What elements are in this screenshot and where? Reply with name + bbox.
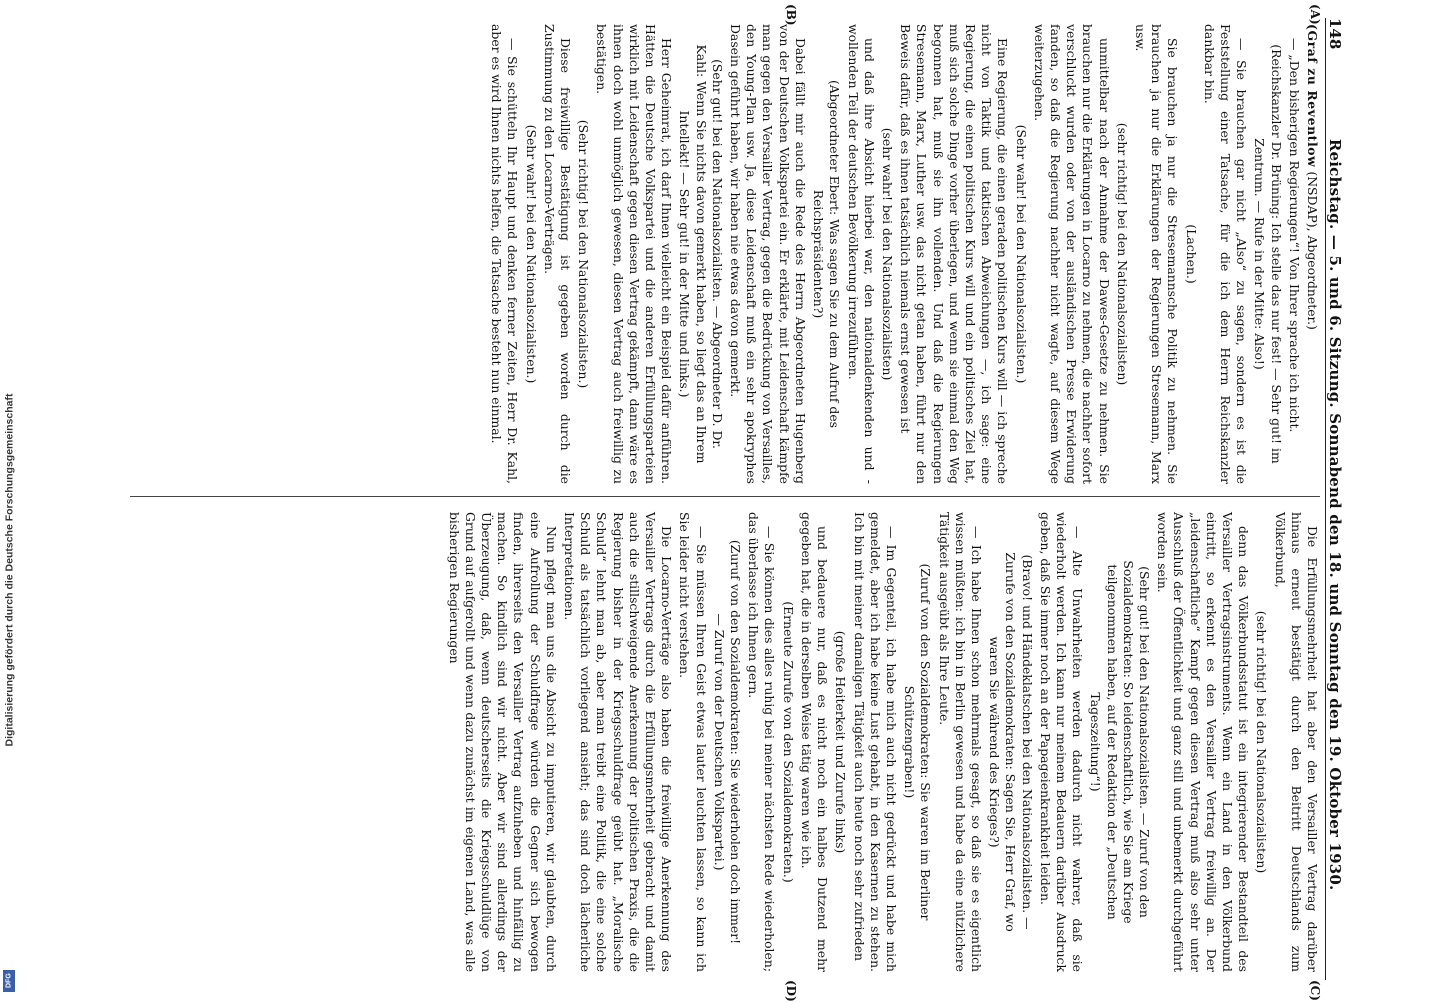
credit-text: Digitalisierung gefördert durch die Deutsche Forschungsgemeinschaft bbox=[3, 393, 16, 747]
scanned-page bbox=[108, 0, 1358, 1000]
paragraph: — Sie schütteln Ihr Haupt und denken ferner Zeiten, Herr Dr. Kahl, aber es wird Ihnen nichts helfen, die Tatsache besteht nun einmal. bbox=[489, 24, 521, 484]
margin-marker-a: (A) bbox=[1308, 4, 1322, 25]
right-text-column bbox=[120, 512, 1320, 972]
digitization-credit bbox=[2, 4, 16, 996]
paragraph: und bedauere nur, daß es nicht noch ein halbes Dutzend mehr gegeben hat, die in derselben Weise tätig waren wie ich. bbox=[798, 512, 831, 972]
paragraph: — Sie müssen Ihren Geist etwas lauter leuchten lassen, so kann ich Sie leider nicht verstehen. bbox=[677, 512, 709, 972]
interjection: (Reichskanzler Dr. Brüning: Ich stelle das nur fest! — Sehr gut! im Zentrum. — Rufe in der Mitte: Also!) bbox=[1252, 44, 1284, 464]
paragraph: — Ich habe Ihnen schon mehrmals gesagt, so daß sie es eigentlich wissen müßten: ich bin in Berlin gewesen und habe da eine nützlichere Tätigkeit ausgeübt als Ihre Leute. bbox=[936, 512, 984, 972]
margin-marker-c: (C) bbox=[1308, 980, 1322, 1001]
paragraph: Dabei fällt mir auch die Rede des Herrn Abgeordneten Hugenberg von der Deutschen Volkspartei ein. Er erklärte, mit Leidenschaft kämpfe man gegen den Versailler Vertrag, gegen die Bedrückung von Versailles, den Young-Plan usw. Ja, diese Leidenschaft muß ein sehr apokryphes Dasein geführt haben, wir haben nie etwas davon gemerkt. bbox=[728, 24, 808, 484]
margin-marker-d: (D) bbox=[784, 980, 798, 1002]
paragraph: unmittelbar nach der Annahme der Dawes-Gesetze zu nehmen. Sie brauchen nur die Erklärungen in Locarno zu nehmen, die nachher sofort verschluckt wurden oder von der ausländischen Presse Erwiderung fanden, so daß die Regierung nachher nicht wagte, auf diesem Wege weiterzugehen. bbox=[1031, 24, 1112, 484]
interjection: (sehr richtig! bei den Nationalsozialisten) bbox=[1254, 610, 1270, 874]
left-text-column bbox=[120, 24, 1320, 484]
interjection: (sehr wahr! bei den Nationalsozialisten) bbox=[879, 127, 895, 381]
page-header bbox=[1325, 18, 1352, 980]
speaker-line bbox=[1304, 24, 1320, 484]
paragraph: — Sie können dies alles ruhig bei meiner nächsten Rede wiederholen; das überlasse ich Ihnen gern. bbox=[746, 512, 778, 972]
interjection: (Sehr gut! bei den Nationalsozialisten. — Zuruf von den Sozialdemokraten: So leidenschaftlich, wie Sie am Kriege teilgenommen haben, auf der Redaktion der „Deutschen Tageszeitung“!) bbox=[1088, 560, 1152, 924]
page-title: Reichstag. — 5. und 6. Sitzung. Sonnabend den 18. und Sonntag den 19. Oktober 1930. bbox=[1326, 138, 1344, 891]
paragraph: — Im Gegenteil, ich habe mich auch nicht gedrückt und habe mich gemeldet, aber ich habe keine Lust gehabt, in den Kasernen zu stehen. Ich bin mit meiner damaligen Tätigkeit auch heute noch sehr zufrieden bbox=[851, 512, 899, 972]
interjection: (große Heiterkeit und Zurufe links) bbox=[833, 630, 849, 854]
column-divider bbox=[130, 496, 1320, 497]
speaker-name: (Graf zu Reventlow bbox=[1305, 24, 1320, 168]
interjection: (sehr richtig! bei den Nationalsozialisten) bbox=[1114, 122, 1130, 386]
interjection: (Sehr gut! bei den Nationalsozialisten. — Abgeordneter D. Dr. Kahl: Wenn Sie nichts davon gemerkt haben, so liegt das an Ihrem Intellekt! — Sehr gut! in der Mitte und links.) bbox=[677, 44, 725, 464]
dfg-logo: DFG bbox=[3, 970, 15, 992]
paragraph: — „Den bisherigen Regierungen“! Von Ihrer sprache ich nicht. bbox=[1286, 38, 1302, 433]
paragraph: und daß ihre Absicht hierbei war, den nationaldenkenden und -wollenden Teil der deutschen Bevölkerung irrezuführen. bbox=[845, 24, 877, 484]
interjection: (Abgeordneter Ebert: Was sagen Sie zu dem Aufruf des Reichspräsidenten?) bbox=[811, 79, 843, 429]
interjection: (Bravo! und Händeklatschen bei den Nationalsozialisten. — Zurufe von den Sozialdemokraten: Sagen Sie, Herr Graf, wo waren Sie während des Krieges?) bbox=[987, 552, 1035, 932]
interjection: (Lachen.) bbox=[1183, 224, 1199, 284]
paragraph: Sie brauchen ja nur die Stresemannsche Politik zu nehmen. Sie brauchen ja nur die Erklärungen der Regierungen Stresemann, Marx usw. bbox=[1132, 24, 1181, 484]
paragraph: Nun pflegt man uns die Absicht zu imputieren, wir glaubten, durch eine Aufrollung der Schuldfrage würden die Gegner sich bewogen finden, ihrerseits den Versailler Vertrag aufzuheben und hinfällig zu machen. So kindlich sind wir nicht. Aber wir sind allerdings der Überzeugung, daß, wenn deutscherseits die Kriegsschuldlüge von Grund auf aufgerollt und wenn dazu zunächst im eigenen Land, was alle bisherigen Regierungen bbox=[446, 512, 559, 972]
interjection: (Zuruf von den Sozialdemokraten: Sie wiederholen doch immer! — Zuruf von der Deutschen Volkspartei.) bbox=[711, 539, 744, 945]
paragraph: Die Locarno-Verträge also haben die freiwillige Anerkennung des Versailler Vertrags durch die Erfüllungsmehrheit gebracht und damit auch die stillschweigende Anerkennung der politischen Praxis, die die Regierung bisher in der Kriegsschuldfrage geübt hat. „Moralische Schuld“ lehnt man ab, aber man treibt eine Politik, die eine solche Schuld als tatsächlich vorliegend ansieht; das sind doch lächerliche Interpretationen. bbox=[562, 512, 675, 972]
page-number: 148 bbox=[1326, 18, 1344, 50]
interjection: (Sehr wahr! bei den Nationalsozialisten.) bbox=[1013, 124, 1029, 384]
margin-marker-b: (B) bbox=[784, 4, 798, 26]
paragraph: — Alte Unwahrheiten werden dadurch nicht wahrer, daß sie wiederholt werden. Ich kann nur meinem Bedauern darüber Ausdruck geben, daß Sie immer noch an der Papageienkrankheit leiden. bbox=[1037, 512, 1086, 972]
speaker-affiliation: (NSDAP), Abgeordneter.) bbox=[1305, 167, 1320, 330]
interjection: (Zuruf von den Sozialdemokraten: Sie waren im Berliner Schützengraben!) bbox=[902, 563, 934, 921]
paragraph: denn das Völkerbundsstatut ist ein integrierender Bestandteil des Versailler Vertragsinstruments. Wenn ein Land in den Völkerbund eintritt, so erkennt es den Versailler Vertrag freiwillig an. Der „leidenschaftliche“ Kampf gegen diesen Vertrag muß also sehr unter Ausschluß der Öffentlichkeit und ganz still und unbemerkt durchgeführt worden sein. bbox=[1155, 512, 1252, 972]
paragraph: — Sie brauchen gar nicht „Also“ zu sagen, sondern es ist die Feststellung einer Tatsache, für die ich dem Herrn Reichskanzler dankbar bin. bbox=[1201, 24, 1250, 484]
interjection: (Erneute Zurufe von den Sozialdemokraten.) bbox=[780, 601, 796, 883]
interjection: (Sehr richtig! bei den Nationalsozialisten.) bbox=[576, 119, 592, 389]
paragraph: Herr Geheimrat, ich darf Ihnen vielleicht ein Beispiel dafür anführen. Hätten die Deutsche Volkspartei und die anderen Erfüllungsparteien wirklich mit Leidenschaft gegen diesen Vertrag gekämpft, dann wäre es ihnen doch wohl unmöglich gewesen, diesen Vertrag auch freiwillig zu bestätigen. bbox=[594, 24, 675, 484]
paragraph: Diese freiwillige Bestätigung ist gegeben worden durch die Zustimmung zu den Locarno-Verträgen. bbox=[541, 24, 574, 484]
paragraph: Eine Regierung, die einen geraden politischen Kurs will — ich spreche nicht von Taktik und taktischen Abweichungen —, ich sage: eine Regierung, die einen politischen Kurs will und ein politisches Ziel hat, muß sich solche Dinge vorher überlegen, und wenn sie einmal den Weg begonnen hat, muß sie ihn vollenden. Und daß die Regierungen Stresemann, Marx, Luther usw. das nicht getan haben, führt nur den Beweis dafür, daß es ihnen tatsächlich niemals ernst gewesen ist bbox=[898, 24, 1011, 484]
paragraph: Die Erfüllungsmehrheit hat aber den Versailler Vertrag darüber hinaus erneut bestätigt durch den Beitritt Deutschlands zum Völkerbund, bbox=[1272, 512, 1320, 972]
interjection: (Sehr wahr! bei den Nationalsozialisten.) bbox=[523, 124, 539, 384]
